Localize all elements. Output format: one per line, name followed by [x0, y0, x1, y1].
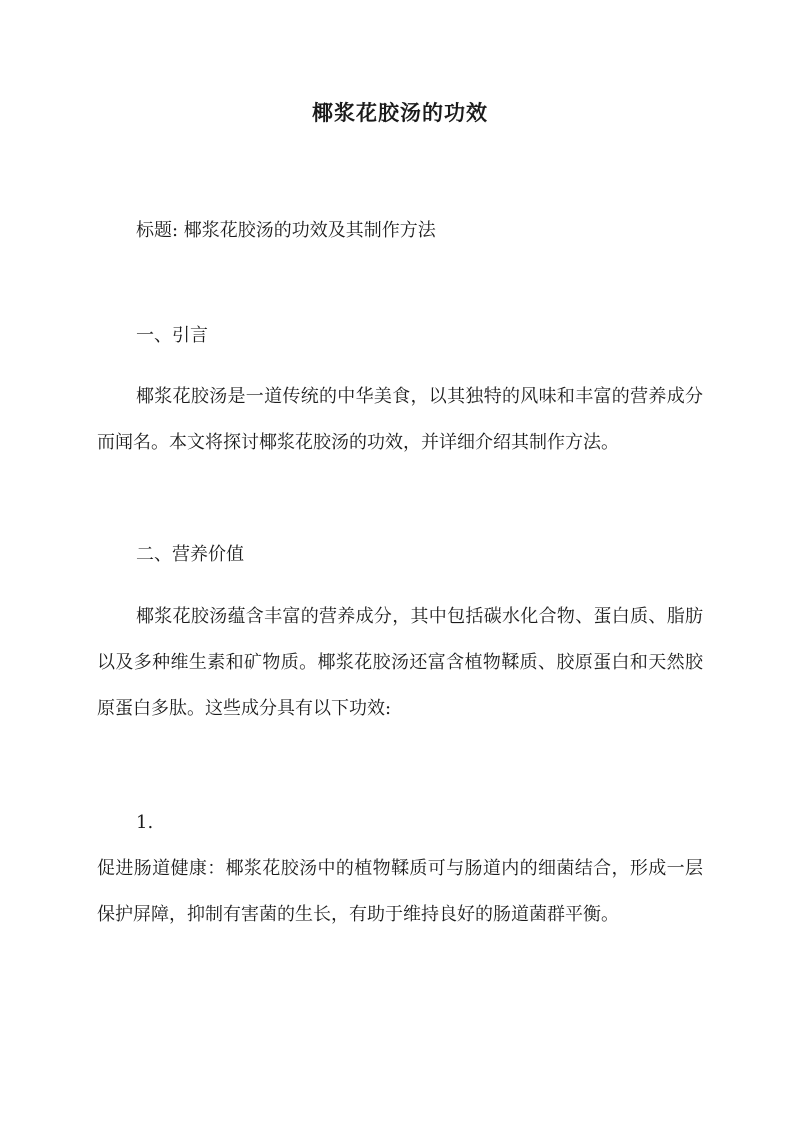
section-heading-introduction: 一、引言	[136, 325, 208, 346]
section-paragraph-nutrition: 椰浆花胶汤蕴含丰富的营养成分，其中包括碳水化合物、蛋白质、脂肪以及多种维生素和矿物质。椰浆花胶汤还富含植物鞣质、胶原蛋白和天然胶原蛋白多肽。这些成分具有以下功效:	[97, 606, 703, 719]
list-item-text: 促进肠道健康：椰浆花胶汤中的植物鞣质可与肠道内的细菌结合，形成一层保护屏障，抑制有害菌的生长，有助于维持良好的肠道菌群平衡。	[97, 858, 703, 925]
section-paragraph-introduction: 椰浆花胶汤是一道传统的中华美食，以其独特的风味和丰富的营养成分而闻名。本文将探讨椰浆花胶汤的功效，并详细介绍其制作方法。	[97, 386, 703, 453]
list-item-number: 1.	[136, 812, 154, 833]
section-heading-nutrition: 二、营养价值	[136, 544, 244, 565]
document-subtitle: 标题: 椰浆花胶汤的功效及其制作方法	[136, 220, 436, 241]
document-title: 椰浆花胶汤的功效	[312, 100, 488, 125]
